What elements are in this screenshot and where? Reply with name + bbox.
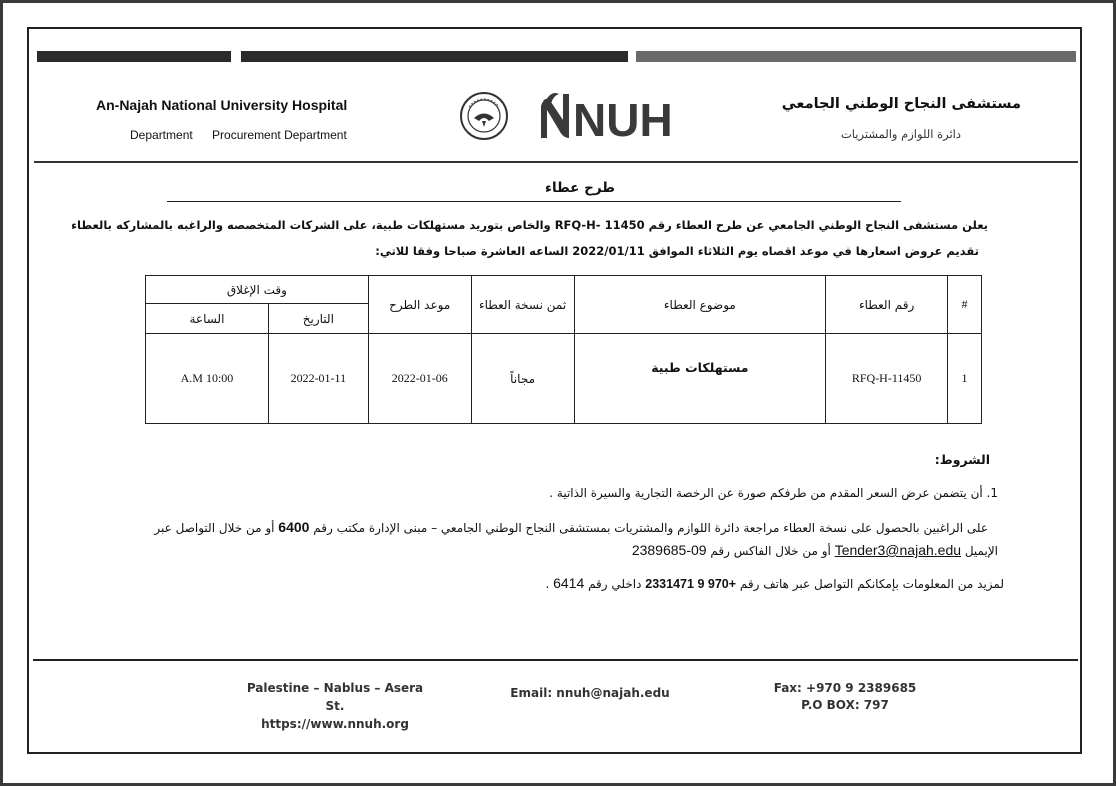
header-bar-left <box>37 51 231 62</box>
row-closing-date: 2022-01-11 <box>268 334 368 424</box>
header-divider <box>34 161 1078 163</box>
phone-number: +970 9 2331471 <box>645 577 737 591</box>
contact-paragraph-line-1 <box>154 519 988 535</box>
tender-table <box>145 275 982 424</box>
footer-contact-block <box>770 680 920 714</box>
row-subject: مستهلكات طبية <box>574 334 826 424</box>
title-underline <box>167 201 901 202</box>
header-closing-date: التاريخ <box>268 304 368 334</box>
sentence-end: . <box>545 577 554 591</box>
tender-email-link[interactable]: Tender3@najah.edu <box>834 542 962 558</box>
email-prefix: الإيميل <box>961 544 998 558</box>
fax-prefix: أو من خلال الفاكس رقم <box>706 544 835 558</box>
row-offer-date: 2022-01-06 <box>368 334 471 424</box>
footer-pobox: P.O BOX: 797 <box>801 698 889 712</box>
row-tender-no: RFQ-H-11450 <box>826 334 948 424</box>
office-number: 6400 <box>278 519 310 535</box>
department-label: Department <box>130 128 193 142</box>
hospital-name-en: An-Najah National University Hospital <box>96 97 348 113</box>
fax-number: 09-2389685 <box>631 542 707 558</box>
row-copy-price: مجاناً <box>471 334 574 424</box>
header-closing-time: الساعة <box>146 304 269 334</box>
header-bar-right <box>636 51 1076 62</box>
condition-item-1: 1. أن يتضمن عرض السعر المقدم من طرفكم صورة عن الرخصة التجارية والسيرة الذاتية . <box>549 486 998 500</box>
more-info-line <box>545 575 1004 591</box>
footer-website[interactable]: https://www.nnuh.org <box>261 717 409 731</box>
logo-text: NUH <box>573 94 673 142</box>
footer-divider <box>33 659 1078 661</box>
document-title: طرح عطاء <box>545 180 615 196</box>
contact-text-b: أو من خلال التواصل عبر <box>154 521 279 535</box>
table-row <box>146 334 982 424</box>
header-copy-price: ثمن نسخة العطاء <box>471 276 574 334</box>
ext-number: 6414 <box>553 575 585 591</box>
header-bar-middle <box>241 51 628 62</box>
more-info-text: لمزيد من المعلومات بإمكانكم التواصل عبر هاتف رقم <box>736 577 1004 591</box>
department-name-en: Procurement Department <box>212 128 347 142</box>
header-subject: موضوع العطاء <box>574 276 826 334</box>
department-ar: دائرة اللوازم والمشتريات <box>840 127 961 141</box>
footer-address-block <box>240 679 430 733</box>
university-seal-icon <box>459 91 509 141</box>
footer-address: Palestine – Nablus – Asera St. <box>246 681 424 713</box>
hospital-name-ar: مستشفى النجاح الوطني الجامعي <box>781 96 1021 112</box>
contact-text-a: على الراغبين بالحصول على نسخة العطاء مراجعة دائرة اللوازم والمشتريات بمستشفى النجاح الوطني الجامعي – مبنى الإدارة مكتب رقم <box>309 521 988 535</box>
conditions-title: الشروط: <box>934 452 990 467</box>
header-offer-date: موعد الطرح <box>368 276 471 334</box>
intro-line-2: تقديم عروض اسعارها في موعد اقصاه يوم الثلاثاء الموافق 2022/01/11 الساعه العاشرة صباحا وفقا للاتي: <box>375 244 979 258</box>
row-num: 1 <box>948 334 982 424</box>
table-header-row <box>146 276 982 304</box>
row-closing-time: A.M 10:00 <box>146 334 269 424</box>
footer-email[interactable]: Email: nnuh@najah.edu <box>510 686 670 700</box>
header-closing: وقت الإغلاق <box>146 276 369 304</box>
nnuh-logo <box>537 88 689 142</box>
header-tender-no: رقم العطاء <box>826 276 948 334</box>
header-num: # <box>948 276 982 334</box>
intro-line-1: يعلن مستشفى النجاح الوطني الجامعي عن طرح العطاء رقم RFQ-H- 11450 والخاص بتوريد مستهلكات طبية، على الشركات المتخصصه والراغبه بالمشاركه بالعطاء <box>71 218 988 232</box>
footer-fax: Fax: +970 9 2389685 <box>773 681 917 695</box>
department-en <box>130 128 363 142</box>
ext-label: داخلي رقم <box>584 577 646 591</box>
contact-paragraph-line-2 <box>632 542 998 558</box>
